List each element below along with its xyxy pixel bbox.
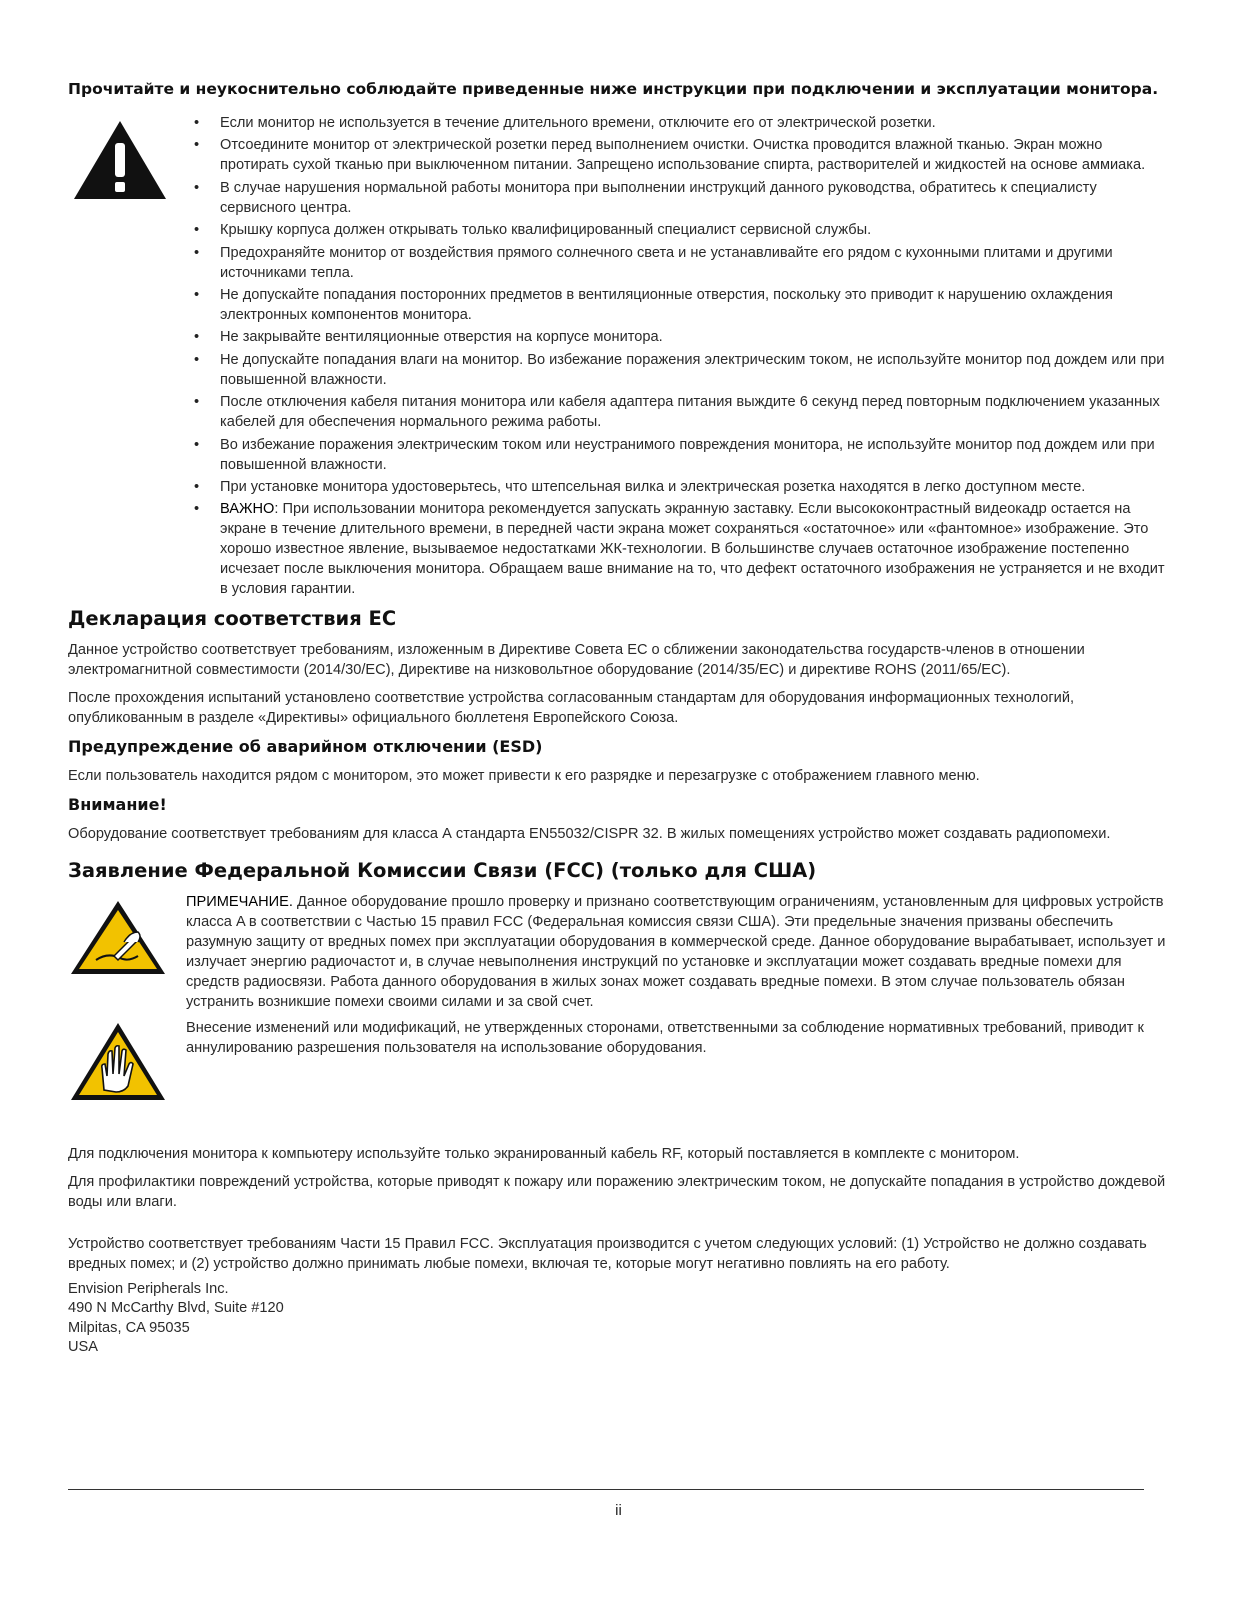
safety-section <box>68 113 1168 602</box>
fcc-section <box>68 892 1168 1104</box>
fcc-text <box>186 892 1168 1104</box>
list-item: • Если монитор не используется в течение длительного времени, отключите его от электрической розетки. <box>192 113 1168 133</box>
list-item: • Предохраняйте монитор от воздействия прямого солнечного света и не устанавливайте его рядом с кухонными плитами и другими источниками тепла. <box>192 243 1168 283</box>
warning-icon <box>68 113 192 602</box>
ec-paragraph-1: Данное устройство соответствует требованиям, изложенным в Директиве Совета ЕС о сближении законодательства государств-членов в отношении электромагнитной совместимости (2014/30/EC), Директиве на низковольтное оборудование (2014/35/EC) и директиве ROHS (2011/65/EC). <box>68 641 1085 678</box>
list-item: • В случае нарушения нормальной работы монитора при выполнении инструкций данного руководства, обратитесь к специалисту сервисного центра. <box>192 178 1168 218</box>
address-line: Milpitas, CA 95035 <box>68 1319 190 1336</box>
manual-page <box>68 78 1168 1358</box>
attention-heading: Внимание! <box>68 794 167 814</box>
list-item: • При установке монитора удостоверьтесь, что штепсельная вилка и электрическая розетка находятся в легко доступном месте. <box>192 477 1168 497</box>
ec-heading: Декларация соответствия ЕС <box>68 606 397 630</box>
fcc-icons <box>68 892 186 1104</box>
manufacturer-address <box>68 1280 1168 1358</box>
list-item: • Не допускайте попадания влаги на монитор. Во избежание поражения электрическим током, не используйте монитор под дождем или при повышенной влажности. <box>192 350 1168 390</box>
list-item: • Крышку корпуса должен открывать только квалифицированный специалист сервисной службы. <box>192 220 1168 240</box>
address-line: Envision Peripherals Inc. <box>68 1280 229 1297</box>
ec-paragraph-2: После прохождения испытаний установлено соответствие устройства согласованным стандартам для оборудования информационных технологий, опубликованным в разделе «Директивы» официального бюллетеня Европейского Союза. <box>68 689 1075 726</box>
address-line: USA <box>68 1339 99 1356</box>
fcc-heading: Заявление Федеральной Комиссии Связи (FCC) (только для США) <box>68 858 817 882</box>
list-item: • Отсоедините монитор от электрической розетки перед выполнением очистки. Очистка проводится влажной тканью. Экран можно протирать сухой тканью при выключенном питании. Запрещено использование спирта, растворителей и жидкостей на основе аммиака. <box>192 135 1168 175</box>
fcc-moisture-paragraph: Для профилактики повреждений устройства, которые приводят к пожару или поражению электрическим током, не допускайте попадания в устройство дождевой воды или влаги. <box>68 1173 1166 1210</box>
page-number: ii <box>615 1502 622 1519</box>
list-item: • Не закрывайте вентиляционные отверстия на корпусе монитора. <box>192 327 1168 347</box>
fcc-note-paragraph <box>186 892 1168 1012</box>
list-item: • После отключения кабеля питания монитора или кабеля адаптера питания выждите 6 секунд перед повторным подключением указанных кабелей для обеспечения нормального режима работы. <box>192 392 1168 432</box>
note-writing-icon <box>68 898 168 978</box>
safety-list <box>192 113 1168 602</box>
footer-divider <box>68 1489 1144 1490</box>
address-line: 490 N McCarthy Blvd, Suite #120 <box>68 1300 284 1317</box>
list-item-important <box>192 499 1168 599</box>
hand-warning-icon <box>68 1020 168 1104</box>
list-item: • Не допускайте попадания посторонних предметов в вентиляционные отверстия, поскольку это приводит к нарушению охлаждения электронных компонентов монитора. <box>192 285 1168 325</box>
important-text: : При использовании монитора рекомендуется запускать экранную заставку. Если высококонтрастный видеокадр остается на экране в течение длительного времени, в передней части экрана может сохраняться «остаточное» или «фантомное» изображение. Это хорошо известное явление, вызываемое недостатками ЖК-технологии. В большинстве случаев остаточное изображение постепенно исчезает после выключения монитора. Обращаем ваше внимание на то, что дефект остаточного изображения не устраняется и не входит в условия гарантии. <box>220 501 1165 598</box>
fcc-cable-paragraph: Для подключения монитора к компьютеру используйте только экранированный кабель RF, который поставляется в комплекте с монитором. <box>68 1145 1020 1162</box>
note-label: ПРИМЕЧАНИЕ. <box>186 893 293 910</box>
important-label: ВАЖНО <box>220 501 275 518</box>
esd-heading: Предупреждение об аварийном отключении (ESD) <box>68 736 543 756</box>
intro-instruction: Прочитайте и неукоснительно соблюдайте приведенные ниже инструкции при подключении и эксплуатации монитора. <box>68 80 1159 98</box>
note-text: Данное оборудование прошло проверку и признано соответствующим ограничениям, установленным для цифровых устройств класса A в соответствии с Частью 15 правил FCC (Федеральная комиссия связи США). Эти предельные значения призваны обеспечить разумную защиту от вредных помех при эксплуатации оборудования в коммерческой среде. Данное оборудование вырабатывает, использует и излучает энергию радиочастот и, в случае невыполнения инструкций по установке и эксплуатации может создавать вредные помехи для средств радиосвязи. Работа данного оборудования в жилых зонах может создавать вредные помехи. В этом случае пользователь обязан устранить возникшие помехи своими силами и за свой счет. <box>186 893 1166 1010</box>
esd-paragraph: Если пользователь находится рядом с монитором, это может привести к его разрядке и перезагрузке с отображением главного меню. <box>68 767 980 784</box>
fcc-part15-paragraph: Устройство соответствует требованиям Части 15 Правил FCC. Эксплуатация производится с учетом следующих условий: (1) Устройство не должно создавать вредных помех; и (2) устройство должно принимать любые помехи, включая те, которые могут негативно повлиять на его работу. <box>68 1235 1147 1272</box>
list-item: • Во избежание поражения электрическим током или неустранимого повреждения монитора, не используйте монитор под дождем или при повышенной влажности. <box>192 435 1168 475</box>
fcc-modification-paragraph: Внесение изменений или модификаций, не утвержденных сторонами, ответственными за соблюдение нормативных требований, приводит к аннулированию разрешения пользователя на использование оборудования. <box>186 1019 1144 1056</box>
attention-paragraph: Оборудование соответствует требованиям для класса А стандарта EN55032/CISPR 32. В жилых помещениях устройство может создавать радиопомехи. <box>68 825 1111 842</box>
